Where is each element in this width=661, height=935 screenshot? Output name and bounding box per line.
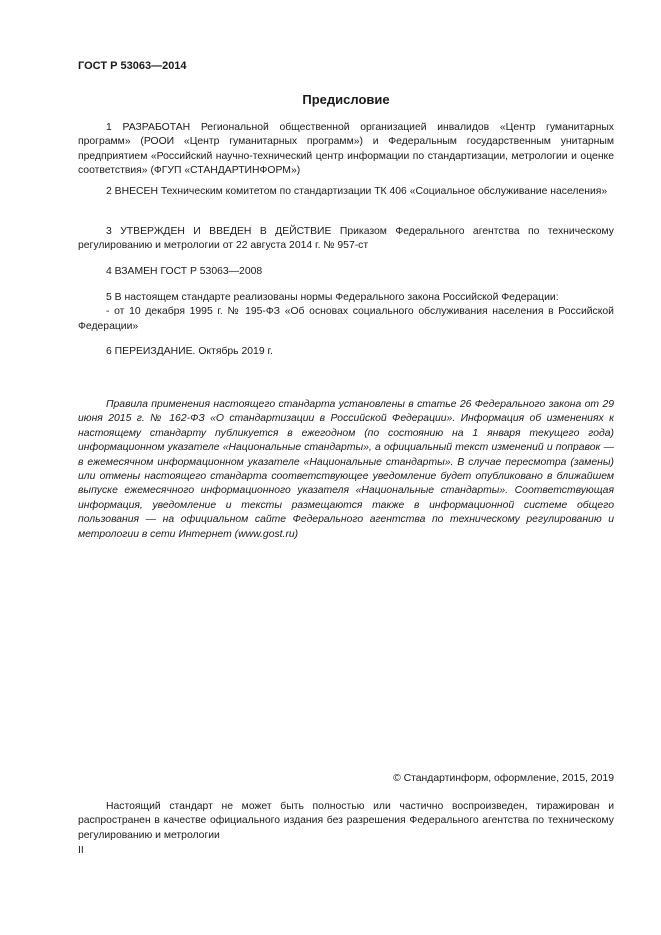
foreword-item-2 xyxy=(78,185,614,199)
foreword-item-4 xyxy=(78,265,614,279)
item-number: 1 xyxy=(106,122,112,133)
foreword-item-3 xyxy=(78,225,614,254)
foreword-item-6 xyxy=(78,345,614,359)
item-text: УТВЕРЖДЕН И ВВЕДЕН В ДЕЙСТВИЕ Приказом Федерального агентства по техническому регулированию и метрологии от 22 августа 2014 г. № 957-ст xyxy=(78,226,614,252)
item-subline: - от 10 декабря 1995 г. № 195-ФЗ «Об основах социального обслуживания населения в Российской Федерации» xyxy=(78,306,614,332)
item-text: ВНЕСЕН Техническим комитетом по стандартизации ТК 406 «Социальное обслуживание населения» xyxy=(114,186,608,197)
item-text: В настоящем стандарте реализованы нормы Федерального закона Российской Федерации: xyxy=(114,292,559,303)
item-text: ПЕРЕИЗДАНИЕ. Октябрь 2019 г. xyxy=(114,346,273,357)
rules-note-text: Правила применения настоящего стандарта установлены в статье 26 Федерального закона от 29 июня 2015 г. № 162-ФЗ «О стандартизации в Российской Федерации». Информация об изменениях к настоящему стандарту публикуется в ежегодном (по состоянию на 1 января текущего года) информационном указателе «Национальные стандарты», а официальный текст изменений и поправок — в ежемесячном информационном указателе «Национальные стандарты». В случае пересмотра (замены) или отмены настоящего стандарта соответствующее уведомление будет опубликовано в ближайшем выпуске ежемесячного информационного указателя «Национальные стандарты». Соответствующая информация, уведомление и тексты размещаются также в информационной системе общего пользования — на официальном сайте Федерального агентства по техническому регулированию и метрологии в сети Интернет (www.gost.ru) xyxy=(78,399,614,540)
item-number: 6 xyxy=(106,346,112,357)
item-number: 3 xyxy=(106,226,112,237)
reproduction-notice: Настоящий стандарт не может быть полностью или частично воспроизведен, тиражирован и распространен в качестве официального издания без разрешения Федерального агентства по техническому регулированию и метрологии xyxy=(78,801,614,841)
item-number: 4 xyxy=(106,266,112,277)
page-number: II xyxy=(78,845,84,856)
item-text: РАЗРАБОТАН Региональной общественной организацией инвалидов «Центр гуманитарных программ» (РООИ «Центр гуманитарных программ») и Федеральным государственным унитарным предприятием «Российский научно-технический центр информации по стандартизации, метрологии и оценке соответствия» (ФГУП «СТАНДАРТИНФОРМ») xyxy=(78,122,614,177)
item-number: 5 xyxy=(106,292,112,303)
item-number: 2 xyxy=(106,186,112,197)
copyright-line: © Стандартинформ, оформление, 2015, 2019 xyxy=(393,773,614,784)
item-text: ВЗАМЕН ГОСТ Р 53063—2008 xyxy=(114,266,263,277)
page-title: Предисловие xyxy=(302,92,390,107)
standard-id: ГОСТ Р 53063—2014 xyxy=(78,60,187,72)
rules-note xyxy=(78,398,614,542)
foreword-item-5 xyxy=(78,291,614,334)
foreword-item-1 xyxy=(78,121,614,179)
